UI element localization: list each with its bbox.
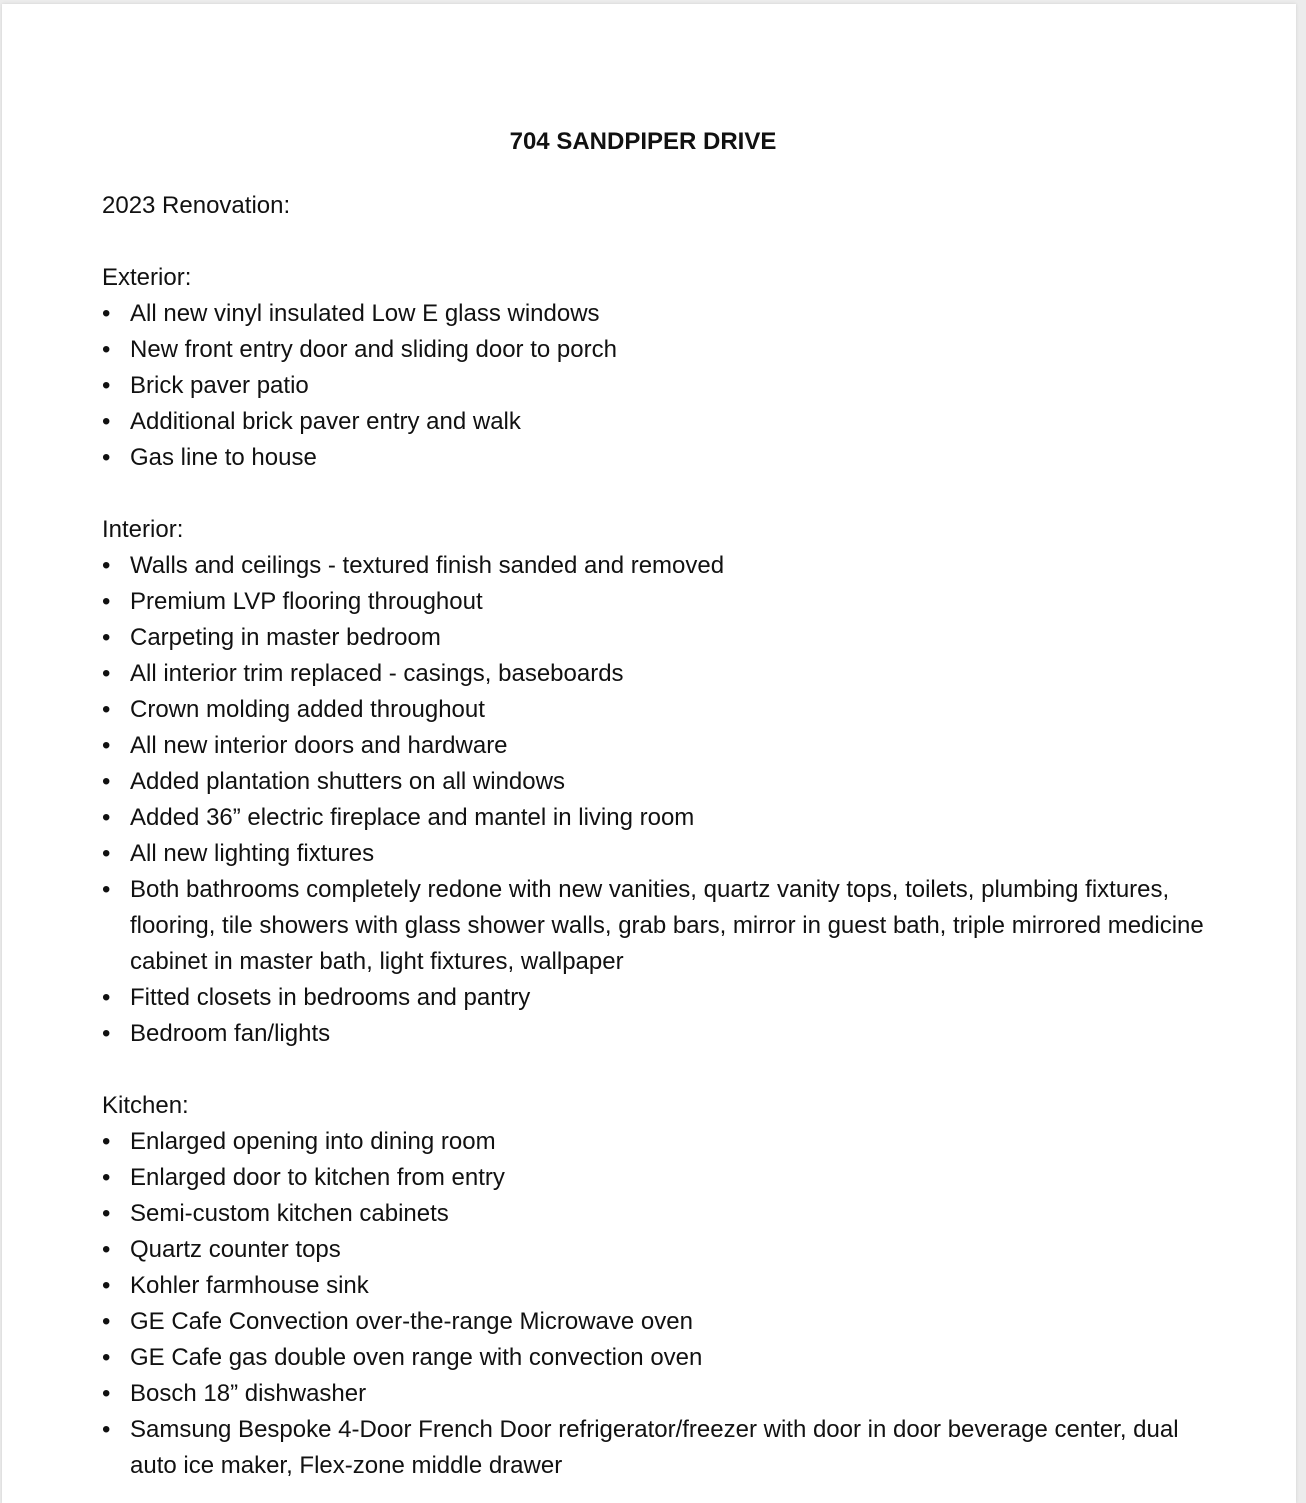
bullet-icon: • [102, 1308, 111, 1335]
list-item-text: Added plantation shutters on all windows [130, 768, 565, 795]
bullet-icon: • [102, 1020, 111, 1047]
list-item [102, 1268, 1212, 1304]
bullet-icon: • [102, 696, 111, 723]
list-item-text: GE Cafe Convection over-the-range Microwave oven [130, 1308, 693, 1335]
list-item-text: New front entry door and sliding door to porch [130, 336, 617, 363]
bullet-icon: • [102, 336, 111, 363]
bullet-icon: • [102, 1164, 111, 1191]
list-item-text: Crown molding added throughout [130, 696, 485, 723]
bullet-icon: • [102, 984, 111, 1011]
list-item-text: Quartz counter tops [130, 1236, 341, 1263]
list-item-text: Walls and ceilings - textured finish sanded and removed [130, 552, 725, 579]
bullet-icon: • [102, 624, 111, 651]
exterior-list [102, 296, 1212, 476]
list-item-text: Bosch 18” dishwasher [130, 1380, 367, 1407]
bullet-icon: • [102, 840, 111, 867]
list-item [102, 584, 1212, 620]
list-item-text: Semi-custom kitchen cabinets [130, 1200, 449, 1227]
list-item-text: All new lighting fixtures [130, 840, 375, 867]
bullet-icon: • [102, 1272, 111, 1299]
list-item-text: Added 36” electric fireplace and mantel in living room [130, 804, 695, 831]
list-item [102, 980, 1212, 1016]
bullet-icon: • [102, 876, 111, 903]
bullet-icon: • [102, 408, 111, 435]
list-item [102, 728, 1212, 764]
list-item-text: Fitted closets in bedrooms and pantry [130, 984, 531, 1011]
kitchen-heading: Kitchen: [102, 1092, 189, 1119]
bullet-icon: • [102, 372, 111, 399]
list-item [102, 1124, 1212, 1160]
list-item-text: Premium LVP flooring throughout [130, 588, 483, 615]
list-item [102, 656, 1212, 692]
spacer [102, 1052, 1212, 1088]
bullet-icon: • [102, 768, 111, 795]
list-item [102, 1412, 1212, 1484]
list-item-text: Brick paver patio [130, 372, 309, 399]
list-item-text: Additional brick paver entry and walk [130, 408, 521, 435]
list-item [102, 872, 1212, 980]
list-item [102, 836, 1212, 872]
list-item-text: Enlarged door to kitchen from entry [130, 1164, 505, 1191]
list-item [102, 620, 1212, 656]
list-item [102, 1232, 1212, 1268]
bullet-icon: • [102, 1128, 111, 1155]
bullet-icon: • [102, 1380, 111, 1407]
document-content [102, 124, 1212, 1484]
interior-list [102, 548, 1212, 1052]
bullet-icon: • [102, 588, 111, 615]
list-item-text: Kohler farmhouse sink [130, 1272, 369, 1299]
list-item [102, 368, 1212, 404]
bullet-icon: • [102, 300, 111, 327]
list-item [102, 800, 1212, 836]
list-item [102, 332, 1212, 368]
bullet-icon: • [102, 1416, 111, 1443]
list-item-text: Enlarged opening into dining room [130, 1128, 496, 1155]
list-item [102, 296, 1212, 332]
list-item-text: Samsung Bespoke 4-Door French Door refrigerator/freezer with door in door beverage center, dual auto ice maker, Flex-zone middle drawer [130, 1416, 1179, 1479]
list-item [102, 764, 1212, 800]
list-item [102, 440, 1212, 476]
list-item-text: All new vinyl insulated Low E glass windows [130, 300, 600, 327]
list-item-text: Both bathrooms completely redone with new vanities, quartz vanity tops, toilets, plumbing fixtures, flooring, tile showers with glass shower walls, grab bars, mirror in guest bath, triple mirrored medicine cabinet in master bath, light fixtures, wallpaper [130, 876, 1204, 975]
kitchen-list [102, 1124, 1212, 1484]
interior-heading: Interior: [102, 516, 184, 543]
list-item [102, 1376, 1212, 1412]
bullet-icon: • [102, 1200, 111, 1227]
list-item-text: GE Cafe gas double oven range with convection oven [130, 1344, 703, 1371]
bullet-icon: • [102, 660, 111, 687]
list-item-text: Bedroom fan/lights [130, 1020, 331, 1047]
bullet-icon: • [102, 444, 111, 471]
list-item [102, 548, 1212, 584]
list-item [102, 1160, 1212, 1196]
list-item [102, 1304, 1212, 1340]
bullet-icon: • [102, 804, 111, 831]
bullet-icon: • [102, 1344, 111, 1371]
list-item [102, 1196, 1212, 1232]
bullet-icon: • [102, 732, 111, 759]
list-item [102, 1016, 1212, 1052]
list-item-text: All new interior doors and hardware [130, 732, 508, 759]
list-item-text: Carpeting in master bedroom [130, 624, 441, 651]
spacer [102, 224, 1212, 260]
bullet-icon: • [102, 1236, 111, 1263]
document-page [2, 4, 1296, 1503]
document-title: 704 SANDPIPER DRIVE [509, 128, 777, 155]
bullet-icon: • [102, 552, 111, 579]
list-item-text: All interior trim replaced - casings, baseboards [130, 660, 624, 687]
list-item [102, 692, 1212, 728]
list-item [102, 1340, 1212, 1376]
spacer [102, 476, 1212, 512]
list-item-text: Gas line to house [130, 444, 317, 471]
intro-label: 2023 Renovation: [102, 192, 291, 219]
exterior-heading: Exterior: [102, 264, 192, 291]
list-item [102, 404, 1212, 440]
